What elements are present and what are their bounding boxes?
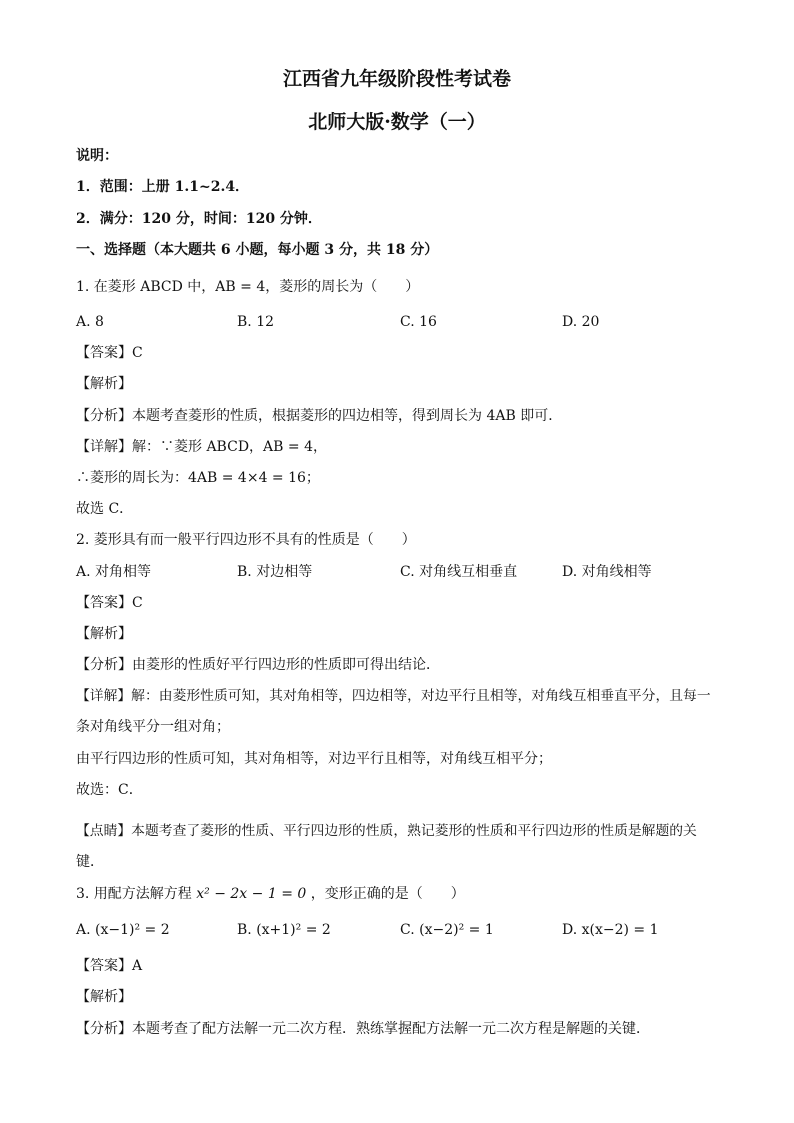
q1-answer: 【答案】C	[76, 345, 143, 361]
q2-option-a: A. 对角相等	[76, 564, 152, 580]
q2-option-c: C. 对角线互相垂直	[400, 564, 518, 580]
q2-comment-cont: 键．	[76, 854, 104, 870]
q2-stem: 2. 菱形具有而一般平行四边形不具有的性质是（ ）	[76, 532, 416, 548]
q3-equation: x² − 2x − 1 = 0	[196, 886, 307, 902]
q1-analysis: 【分析】本题考查菱形的性质，根据菱形的四边相等，得到周长为 4AB 即可．	[76, 408, 563, 424]
q3-option-c: C. (x−2)² = 1	[400, 922, 494, 938]
q3-option-a: A. (x−1)² = 2	[76, 922, 170, 938]
q1-option-b: B. 12	[237, 314, 275, 330]
notes-item-scope: 1．范围：上册 1.1~2.4．	[76, 179, 250, 195]
notes-label: 说明：	[76, 148, 118, 164]
section-heading: 一、选择题（本大题共 6 小题，每小题 3 分，共 18 分）	[76, 242, 439, 258]
q1-detail-2: ∴菱形的周长为：4AB = 4×4 = 16；	[76, 470, 320, 486]
q3-stem-prefix: 3. 用配方法解方程	[76, 886, 192, 902]
q3-option-b: B. (x+1)² = 2	[237, 922, 331, 938]
q3-stem	[76, 884, 465, 904]
q1-option-a: A. 8	[76, 314, 104, 330]
exam-title: 江西省九年级阶段性考试卷	[282, 68, 511, 90]
q1-option-c: C. 16	[400, 314, 437, 330]
q3-stem-suffix: ，变形正确的是（ ）	[310, 886, 465, 902]
q2-comment: 【点睛】本题考查了菱形的性质、平行四边形的性质，熟记菱形的性质和平行四边形的性质是解题的关	[76, 823, 697, 839]
q2-option-d: D. 对角线相等	[562, 564, 652, 580]
q1-analysis-label: 【解析】	[76, 376, 132, 392]
exam-subtitle: 北师大版·数学（一）	[308, 111, 486, 133]
q2-analysis: 【分析】由菱形的性质好平行四边形的性质即可得出结论．	[76, 657, 440, 673]
q3-analysis-label: 【解析】	[76, 989, 132, 1005]
q3-analysis: 【分析】本题考查了配方法解一元二次方程．熟练掌握配方法解一元二次方程是解题的关键．	[76, 1021, 650, 1037]
q1-option-d: D. 20	[562, 314, 600, 330]
q2-conclusion: 故选：C．	[76, 782, 143, 798]
q3-option-d: D. x(x−2) = 1	[562, 922, 659, 938]
q1-conclusion: 故选 C．	[76, 501, 134, 517]
q1-stem: 1. 在菱形 ABCD 中，AB = 4，菱形的周长为（ ）	[76, 279, 420, 295]
notes-item-score-time: 2．满分：120 分，时间：120 分钟．	[76, 211, 322, 227]
q2-detail: 【详解】解：由菱形性质可知，其对角相等，四边相等，对边平行且相等，对角线互相垂直平分，且每一	[76, 688, 711, 704]
q2-answer: 【答案】C	[76, 595, 143, 611]
q1-detail: 【详解】解：∵菱形 ABCD，AB = 4，	[76, 439, 327, 455]
q2-detail-cont: 条对角线平分一组对角；	[76, 719, 230, 735]
q2-option-b: B. 对边相等	[237, 564, 313, 580]
q3-answer: 【答案】A	[76, 958, 143, 974]
q2-detail-2: 由平行四边形的性质可知，其对角相等，对边平行且相等，对角线互相平分；	[76, 751, 552, 767]
q2-analysis-label: 【解析】	[76, 626, 132, 642]
